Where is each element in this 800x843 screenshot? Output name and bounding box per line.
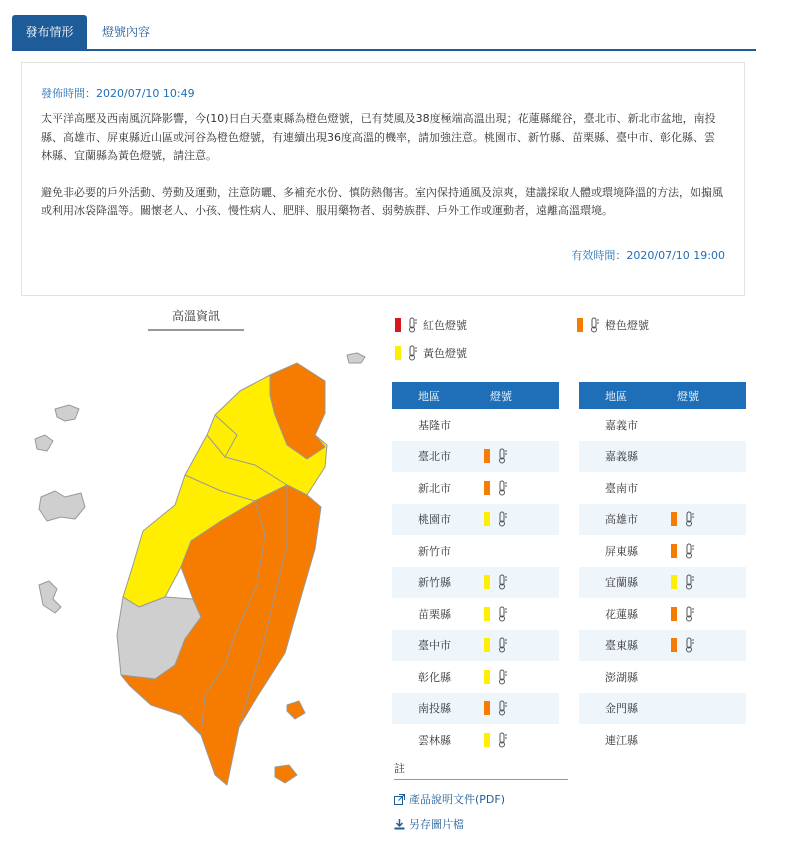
table-row (392, 441, 559, 473)
region-name: 澎湖縣 (605, 670, 638, 684)
thermometer-icon (496, 669, 508, 685)
region-name: 連江縣 (605, 733, 638, 747)
table-row (579, 504, 746, 536)
region-name: 彰化縣 (418, 670, 451, 684)
issue-time: 發佈時間：2020/07/10 10:49 (41, 87, 195, 100)
pdf-link[interactable] (394, 791, 505, 807)
region-name: 嘉義市 (605, 418, 638, 432)
table-row (579, 693, 746, 725)
thermometer-icon (496, 448, 508, 464)
thermometer-icon (406, 317, 418, 333)
signal-orange-swatch (671, 607, 677, 621)
map-island-lanyu (275, 765, 297, 783)
signal-cell (659, 543, 746, 559)
table-row (392, 472, 559, 504)
signal-orange-swatch (484, 481, 490, 495)
table-row (392, 724, 559, 756)
region-name: 金門縣 (605, 702, 638, 716)
header-region: 地區 (605, 389, 627, 403)
legend-orange-swatch (577, 318, 583, 332)
tab-signal-content[interactable]: 燈號內容 (102, 25, 151, 39)
region-name: 臺南市 (605, 481, 638, 495)
signal-orange-swatch (484, 701, 490, 715)
region-name: 花蓮縣 (605, 607, 638, 621)
signal-cell (472, 669, 559, 685)
table-row (392, 630, 559, 662)
table-row (579, 630, 746, 662)
legend-red (395, 317, 467, 333)
legend-yellow-swatch (395, 346, 401, 360)
map-island-green (287, 701, 305, 719)
notice-paragraph-2: 避免非必要的戶外活動、勞動及運動，注意防曬、多補充水份、慎防熱傷害。室內保持通風及涼爽，建議採取人體或環境降溫的方法，如搧風或利用冰袋降溫等。關懷老人、小孩、慢性病人、肥胖、服用藥物者、弱勢族群、戶外工作或運動者，遠離高溫環境。 (41, 185, 723, 217)
tab-status[interactable]: 發布情形 (12, 15, 87, 49)
signal-yellow-swatch (484, 670, 490, 684)
thermometer-icon (683, 637, 695, 653)
table-row (392, 567, 559, 599)
taiwan-map (25, 335, 375, 810)
table-row (392, 409, 559, 441)
thermometer-icon (496, 511, 508, 527)
region-name: 臺中市 (418, 639, 451, 653)
table-row (579, 567, 746, 599)
signal-cell (472, 700, 559, 716)
table-row (579, 598, 746, 630)
map-island-penghu-1 (39, 491, 85, 521)
thermometer-icon (496, 574, 508, 590)
signal-orange-swatch (671, 544, 677, 558)
map-island-kinmen-1 (55, 405, 79, 421)
region-name: 新竹縣 (418, 576, 451, 590)
thermometer-icon (496, 732, 508, 748)
signal-yellow-swatch (671, 575, 677, 589)
signal-yellow-swatch (484, 733, 490, 747)
signal-cell (472, 637, 559, 653)
region-name: 南投縣 (418, 702, 451, 716)
thermometer-icon (683, 574, 695, 590)
signal-cell (472, 480, 559, 496)
region-name: 臺東縣 (605, 639, 638, 653)
table-row (579, 441, 746, 473)
notice-box (21, 62, 745, 296)
signal-cell (659, 637, 746, 653)
thermometer-icon (683, 543, 695, 559)
region-name: 新北市 (418, 481, 451, 495)
table-row (392, 693, 559, 725)
signal-cell (472, 448, 559, 464)
tab-bar (12, 15, 756, 51)
note-divider (394, 779, 568, 780)
legend-orange (577, 317, 649, 333)
region-name: 宜蘭縣 (605, 576, 638, 590)
legend-orange-label: 橙色燈號 (605, 319, 649, 332)
signal-orange-swatch (671, 512, 677, 526)
save-image-link-label: 另存圖片檔 (409, 818, 464, 831)
map-island-matsu-1 (347, 353, 365, 363)
region-name: 高雄市 (605, 513, 638, 527)
thermometer-icon (683, 606, 695, 622)
thermometer-icon (683, 511, 695, 527)
thermometer-icon (496, 637, 508, 653)
signal-yellow-swatch (484, 638, 490, 652)
header-signal: 燈號 (490, 389, 512, 403)
thermometer-icon (588, 317, 600, 333)
signal-cell (659, 574, 746, 590)
signal-orange-swatch (484, 449, 490, 463)
table-header (579, 382, 746, 409)
table-row (579, 409, 746, 441)
pdf-link-label: 產品說明文件(PDF) (409, 793, 506, 806)
region-name: 桃園市 (418, 513, 451, 527)
external-link-icon (394, 794, 405, 805)
signal-cell (472, 606, 559, 622)
region-table-right (579, 382, 746, 756)
thermometer-icon (496, 700, 508, 716)
table-header (392, 382, 559, 409)
region-table-left (392, 382, 559, 756)
legend-yellow (395, 345, 467, 361)
thermometer-icon (496, 606, 508, 622)
signal-cell (659, 606, 746, 622)
valid-time: 有效時間：2020/07/10 19:00 (571, 249, 725, 262)
map-island-kinmen-2 (35, 435, 53, 451)
table-row (579, 724, 746, 756)
legend-red-label: 紅色燈號 (423, 319, 467, 332)
region-name: 嘉義縣 (605, 450, 638, 464)
table-row (579, 661, 746, 693)
save-image-link[interactable] (394, 816, 464, 832)
signal-yellow-swatch (484, 575, 490, 589)
signal-cell (472, 574, 559, 590)
region-name: 雲林縣 (418, 733, 451, 747)
map-title: 高溫資訊 (148, 307, 244, 331)
table-row (579, 472, 746, 504)
table-row (392, 504, 559, 536)
legend-red-swatch (395, 318, 401, 332)
region-name: 苗栗縣 (418, 607, 451, 621)
region-name: 基隆市 (418, 418, 451, 432)
signal-cell (472, 511, 559, 527)
region-name: 臺北市 (418, 450, 451, 464)
signal-orange-swatch (671, 638, 677, 652)
region-name: 屏東縣 (605, 544, 638, 558)
signal-yellow-swatch (484, 512, 490, 526)
signal-cell (659, 511, 746, 527)
download-icon (394, 819, 405, 830)
thermometer-icon (496, 480, 508, 496)
table-row (579, 535, 746, 567)
region-name: 新竹市 (418, 544, 451, 558)
map-island-penghu-2 (39, 581, 61, 613)
thermometer-icon (406, 345, 418, 361)
legend-yellow-label: 黃色燈號 (423, 347, 467, 360)
header-signal: 燈號 (677, 389, 699, 403)
signal-yellow-swatch (484, 607, 490, 621)
signal-cell (472, 732, 559, 748)
table-row (392, 661, 559, 693)
header-region: 地區 (418, 389, 440, 403)
table-row (392, 535, 559, 567)
table-row (392, 598, 559, 630)
note-label: 註 (394, 762, 405, 775)
notice-paragraph-1: 太平洋高壓及西南風沉降影響，今(10)日白天臺東縣為橙色燈號，已有焚風及38度極端高溫出現；花蓮縣縱谷，臺北市、新北市盆地，南投縣、高雄市、屏東縣近山區或河谷為橙色燈號，有連續出現36度高溫的機率，請加強注意。桃園市、新竹縣、苗栗縣、臺中市、彰化縣、雲林縣、宜蘭縣為黃色燈號，請注意。 (41, 112, 716, 162)
